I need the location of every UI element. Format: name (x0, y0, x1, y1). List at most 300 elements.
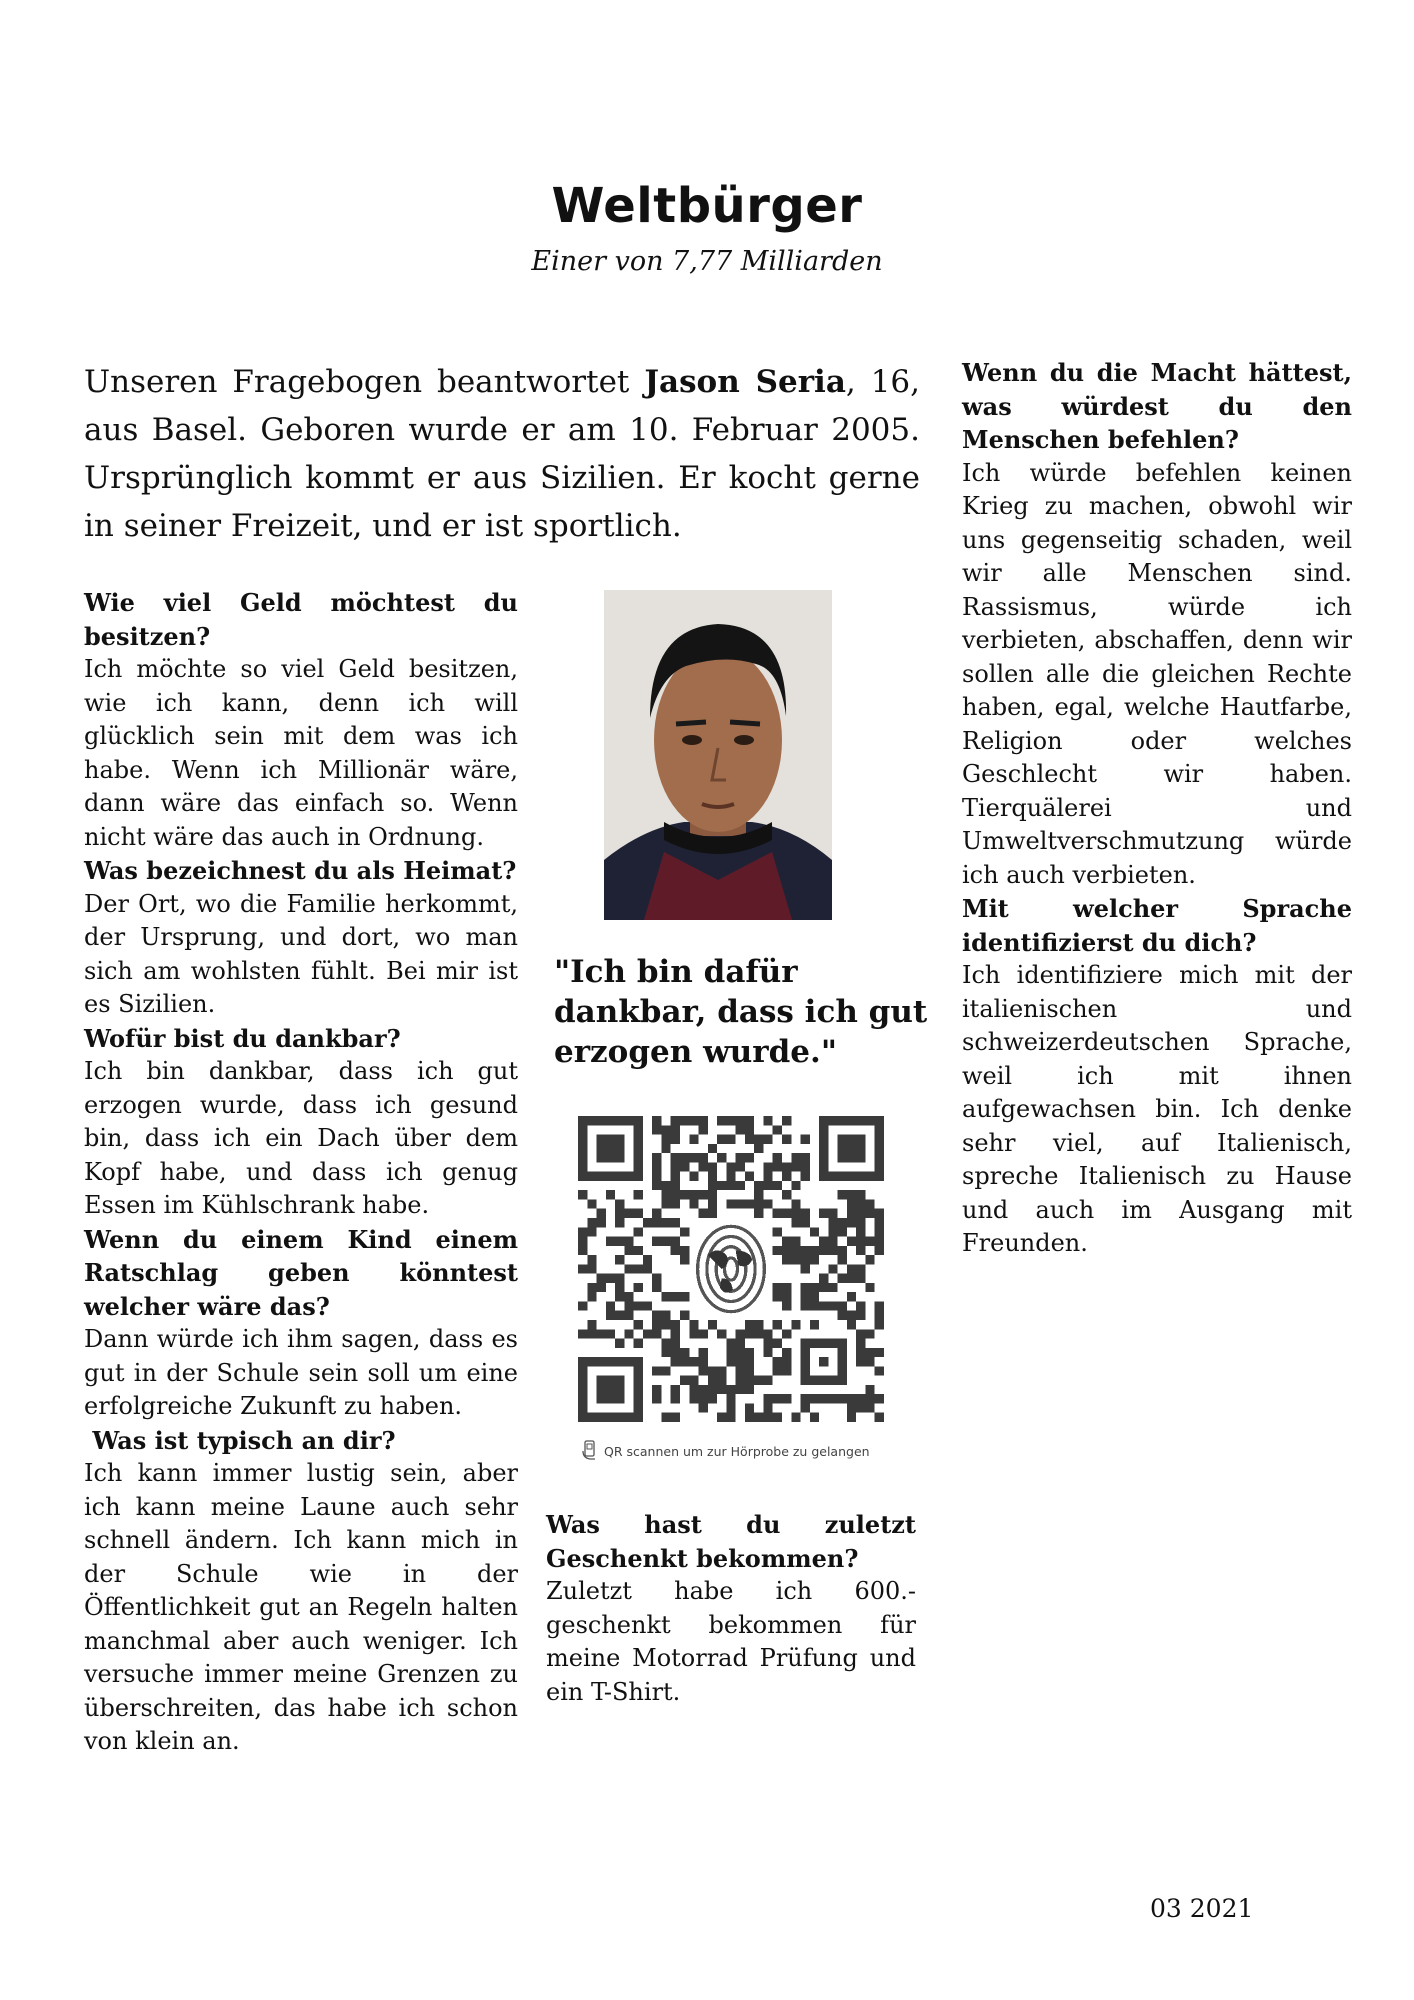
qr-module (689, 1376, 698, 1385)
qr-module (671, 1162, 680, 1171)
qr-module (726, 1162, 735, 1171)
qr-module (652, 1274, 661, 1283)
qr-module (689, 1135, 698, 1144)
qr-module (773, 1292, 782, 1301)
qr-module (615, 1274, 624, 1283)
qr-module (847, 1209, 856, 1218)
qr-module (754, 1320, 763, 1329)
question-language: Mit welcher Sprache identifizierst du dich? (962, 894, 1352, 957)
qr-module (652, 1237, 661, 1246)
qr-module (726, 1116, 735, 1125)
qr-module (615, 1209, 624, 1218)
qr-module (736, 1116, 745, 1125)
qr-module (597, 1218, 606, 1227)
qr-module (652, 1329, 661, 1338)
qr-module (736, 1357, 745, 1366)
qr-module (865, 1385, 874, 1394)
qr-module (671, 1218, 680, 1227)
qr-module (875, 1301, 884, 1310)
qr-module (671, 1153, 680, 1162)
qr-module (587, 1329, 596, 1338)
qr-module (615, 1283, 624, 1292)
qr-module (782, 1172, 791, 1181)
qr-module (689, 1357, 698, 1366)
answer-grateful: Ich bin dankbar, dass ich gut erzogen wurde, dass ich gesund bin, dass ich ein Dach über dem Kopf habe, und dass ich genug Essen im Kühlschrank habe. (84, 1057, 518, 1219)
qr-module (717, 1181, 726, 1190)
qr-module (587, 1320, 596, 1329)
qr-module (624, 1301, 633, 1310)
qr-module (615, 1218, 624, 1227)
qr-module (661, 1199, 670, 1208)
qr-module (745, 1153, 754, 1162)
qr-module (745, 1403, 754, 1412)
qr-module (736, 1199, 745, 1208)
qr-module (838, 1301, 847, 1310)
qr-module (856, 1209, 865, 1218)
qr-module (810, 1283, 819, 1292)
qr-module (773, 1413, 782, 1422)
qr-module (875, 1320, 884, 1329)
qr-module (810, 1413, 819, 1422)
qr-module (634, 1301, 643, 1310)
qr-module (726, 1339, 735, 1348)
qr-module (652, 1394, 661, 1403)
qr-module (847, 1413, 856, 1422)
intro-paragraph (84, 358, 920, 550)
qr-module (597, 1329, 606, 1338)
qr-module (726, 1135, 735, 1144)
qr-module (708, 1320, 717, 1329)
qr-module (865, 1403, 874, 1412)
qr-module (717, 1413, 726, 1422)
qr-module (838, 1394, 847, 1403)
qr-module (587, 1292, 596, 1301)
qr-module (875, 1227, 884, 1236)
qr-module (597, 1274, 606, 1283)
qr-module (624, 1311, 633, 1320)
qr-module (754, 1190, 763, 1199)
qr-module (875, 1394, 884, 1403)
answer-gift: Zuletzt habe ich 600.- geschenkt bekommen für meine Motorrad Prüfung und ein T-Shirt. (546, 1577, 916, 1706)
qr-module (699, 1348, 708, 1357)
qr-module (763, 1376, 772, 1385)
question-advice: Wenn du einem Kind einem Ratschlag geben könntest welcher wäre das? (84, 1224, 518, 1321)
qr-module (838, 1227, 847, 1236)
qr-module (875, 1209, 884, 1218)
intro-text-start: Unseren Fragebogen beantwortet (84, 364, 645, 400)
qr-module (736, 1348, 745, 1357)
qr-module (828, 1209, 837, 1218)
qr-module (763, 1413, 772, 1422)
answer-home: Der Ort, wo die Familie herkommt, der Ursprung, und dort, wo man sich am wohlsten fühlt. Bei mir ist es Sizilien. (84, 889, 518, 1018)
qr-module (661, 1125, 670, 1134)
qr-module (661, 1237, 670, 1246)
qr-module (597, 1283, 606, 1292)
qr-module (634, 1264, 643, 1273)
qr-module (856, 1339, 865, 1348)
qr-module (791, 1413, 800, 1422)
qr-module (661, 1311, 670, 1320)
qr-module (736, 1366, 745, 1375)
qr-module (801, 1162, 810, 1171)
qr-module (615, 1255, 624, 1264)
qr-module (708, 1144, 717, 1153)
qr-module (717, 1135, 726, 1144)
qr-module (624, 1329, 633, 1338)
qr-module (634, 1190, 643, 1199)
qr-module (671, 1135, 680, 1144)
qr-module (782, 1255, 791, 1264)
qr-module (634, 1320, 643, 1329)
qr-module (745, 1385, 754, 1394)
qr-module (754, 1209, 763, 1218)
qr-module (699, 1403, 708, 1412)
qr-module (856, 1199, 865, 1208)
qr-module (652, 1283, 661, 1292)
qr-module (615, 1199, 624, 1208)
qr-module (801, 1403, 810, 1412)
qr-caption (582, 1440, 912, 1463)
qr-module (689, 1394, 698, 1403)
qr-module (606, 1190, 615, 1199)
qr-module (754, 1181, 763, 1190)
qr-module (865, 1255, 874, 1264)
qr-module (680, 1311, 689, 1320)
qr-module (865, 1329, 874, 1338)
qr-module (838, 1218, 847, 1227)
question-home: Was bezeichnest du als Heimat? (84, 856, 517, 885)
qr-module (726, 1413, 735, 1422)
qr-module (763, 1403, 772, 1412)
qr-module (615, 1339, 624, 1348)
qr-module (745, 1348, 754, 1357)
qr-module (801, 1292, 810, 1301)
qr-module (578, 1237, 587, 1246)
qr-module (763, 1348, 772, 1357)
intro-text-end: , 16, aus Basel. Geboren wurde er am 10. Februar 2005. Ursprünglich kommt er aus Sizilien. Er kocht gerne in seiner Freizeit, und er ist sportlich. (84, 364, 921, 544)
answer-advice: Dann würde ich ihm sagen, dass es gut in der Schule sein soll um eine erfolgreiche Zukunft zu haben. (84, 1325, 518, 1420)
qr-module (699, 1394, 708, 1403)
qr-module (782, 1283, 791, 1292)
qr-module (606, 1274, 615, 1283)
qr-module (782, 1357, 791, 1366)
qr-module (689, 1385, 698, 1394)
qr-module (587, 1227, 596, 1236)
qr-module (652, 1162, 661, 1171)
qr-module (671, 1320, 680, 1329)
qr-module (828, 1218, 837, 1227)
qr-module (745, 1125, 754, 1134)
qr-module (587, 1264, 596, 1273)
qr-module (810, 1292, 819, 1301)
qr-module (782, 1237, 791, 1246)
qr-module (791, 1246, 800, 1255)
qr-module (773, 1181, 782, 1190)
qr-module (847, 1190, 856, 1199)
qr-module (856, 1403, 865, 1412)
qr-module (745, 1116, 754, 1125)
qr-module (699, 1190, 708, 1199)
qr-module (689, 1153, 698, 1162)
qr-module (717, 1329, 726, 1338)
qr-module (661, 1144, 670, 1153)
qr-module (671, 1329, 680, 1338)
qr-module (782, 1394, 791, 1403)
qr-module (689, 1320, 698, 1329)
qr-module (828, 1246, 837, 1255)
qr-module (717, 1153, 726, 1162)
qr-module (801, 1394, 810, 1403)
qr-module (634, 1283, 643, 1292)
qr-module (838, 1255, 847, 1264)
qr-module (661, 1413, 670, 1422)
qr-module (671, 1172, 680, 1181)
qr-module (736, 1153, 745, 1162)
qr-module (856, 1264, 865, 1273)
qr-module (773, 1125, 782, 1134)
qr-module (606, 1237, 615, 1246)
qr-module (671, 1385, 680, 1394)
qr-module (652, 1172, 661, 1181)
qr-module (578, 1329, 587, 1338)
qr-module (606, 1311, 615, 1320)
qr-module (856, 1394, 865, 1403)
qr-module (791, 1218, 800, 1227)
qr-module (791, 1162, 800, 1171)
qr-module (847, 1218, 856, 1227)
qr-module (838, 1274, 847, 1283)
qr-module (661, 1181, 670, 1190)
qr-module (782, 1246, 791, 1255)
qr-module (624, 1292, 633, 1301)
qr-module (819, 1209, 828, 1218)
qr-module (661, 1348, 670, 1357)
qr-module (782, 1348, 791, 1357)
qr-module (615, 1237, 624, 1246)
qr-module (810, 1255, 819, 1264)
qr-module (847, 1311, 856, 1320)
qr-module (810, 1320, 819, 1329)
qr-module (699, 1209, 708, 1218)
qr-module (819, 1246, 828, 1255)
qr-module (680, 1246, 689, 1255)
qr-module (856, 1311, 865, 1320)
qr-module (745, 1376, 754, 1385)
qr-module (708, 1199, 717, 1208)
qr-module (726, 1394, 735, 1403)
qr-module (773, 1339, 782, 1348)
qr-module (671, 1116, 680, 1125)
qr-module (699, 1116, 708, 1125)
qr-module (745, 1329, 754, 1338)
qr-module (875, 1348, 884, 1357)
qr-module (754, 1144, 763, 1153)
qr-module (847, 1394, 856, 1403)
qr-module (819, 1394, 828, 1403)
qr-module (838, 1311, 847, 1320)
qr-module (801, 1283, 810, 1292)
qr-module (708, 1162, 717, 1171)
qr-module (745, 1199, 754, 1208)
qr-module (736, 1162, 745, 1171)
qr-module (652, 1209, 661, 1218)
qr-module (856, 1329, 865, 1338)
qr-module (763, 1162, 772, 1171)
qr-module (856, 1301, 865, 1310)
qr-module (754, 1329, 763, 1338)
qr-module (652, 1153, 661, 1162)
qr-module (736, 1329, 745, 1338)
qr-module (652, 1311, 661, 1320)
qr-module (708, 1366, 717, 1375)
qr-module (763, 1135, 772, 1144)
qr-module (643, 1264, 652, 1273)
qr-module (782, 1301, 791, 1310)
qr-module (801, 1135, 810, 1144)
qr-module (699, 1366, 708, 1375)
qr-module (810, 1246, 819, 1255)
qr-module (661, 1339, 670, 1348)
qr-module (801, 1301, 810, 1310)
qr-module (736, 1125, 745, 1134)
qr-module (671, 1357, 680, 1366)
qr-module (782, 1135, 791, 1144)
qr-module (699, 1162, 708, 1171)
qr-module (773, 1394, 782, 1403)
qr-module (643, 1329, 652, 1338)
question-typical: Was ist typisch an dir? (84, 1425, 396, 1455)
qr-module (708, 1181, 717, 1190)
qr-module (736, 1339, 745, 1348)
qr-module (624, 1209, 633, 1218)
qr-module (828, 1301, 837, 1310)
qr-module (763, 1116, 772, 1125)
qr-module (856, 1246, 865, 1255)
qr-module (587, 1218, 596, 1227)
qr-module (754, 1199, 763, 1208)
qr-module (801, 1255, 810, 1264)
qr-module (782, 1190, 791, 1199)
qr-module (606, 1329, 615, 1338)
middle-column (546, 1508, 916, 1709)
qr-module (828, 1237, 837, 1246)
qr-module (634, 1339, 643, 1348)
qr-module (615, 1311, 624, 1320)
qr-module (726, 1181, 735, 1190)
qr-module (773, 1357, 782, 1366)
qr-module (875, 1311, 884, 1320)
qr-module (726, 1385, 735, 1394)
qr-module (828, 1264, 837, 1273)
qr-module (680, 1227, 689, 1236)
qr-module (782, 1292, 791, 1301)
qr-module (578, 1264, 587, 1273)
qr-module (736, 1385, 745, 1394)
qr-module (865, 1348, 874, 1357)
qr-module (782, 1162, 791, 1171)
qr-module (810, 1227, 819, 1236)
qr-module (810, 1301, 819, 1310)
qr-module (736, 1376, 745, 1385)
qr-code[interactable] (578, 1116, 884, 1422)
qr-module (652, 1366, 661, 1375)
qr-module (652, 1320, 661, 1329)
page-subtitle: Einer von 7,77 Milliarden (531, 246, 883, 277)
qr-module (671, 1246, 680, 1255)
qr-module (680, 1348, 689, 1357)
qr-module (652, 1218, 661, 1227)
qr-module (801, 1153, 810, 1162)
qr-module (671, 1125, 680, 1134)
qr-module (856, 1218, 865, 1227)
qr-module (791, 1209, 800, 1218)
qr-module (578, 1190, 587, 1199)
qr-module (726, 1403, 735, 1412)
pull-quote: "Ich bin dafür dankbar, dass ich gut erzogen wurde." (554, 954, 928, 1070)
qr-module (791, 1255, 800, 1264)
qr-module (736, 1181, 745, 1190)
qr-module (680, 1116, 689, 1125)
qr-module (578, 1227, 587, 1236)
qr-module (680, 1153, 689, 1162)
qr-module (754, 1376, 763, 1385)
qr-module (671, 1190, 680, 1199)
qr-module (661, 1366, 670, 1375)
qr-module (587, 1255, 596, 1264)
qr-module (661, 1292, 670, 1301)
qr-module (699, 1153, 708, 1162)
qr-module (763, 1199, 772, 1208)
qr-module (847, 1264, 856, 1273)
qr-module (828, 1283, 837, 1292)
qr-module (615, 1292, 624, 1301)
qr-module (819, 1274, 828, 1283)
qr-module (671, 1199, 680, 1208)
qr-module (643, 1255, 652, 1264)
answer-money: Ich möchte so viel Geld besitzen, wie ich kann, denn ich will glücklich sein mit dem was ich habe. Wenn ich Millionär wäre, dann wäre das einfach so. Wenn nicht wäre das auch in Ordnung. (84, 655, 518, 851)
qr-module (875, 1246, 884, 1255)
qr-module (689, 1116, 698, 1125)
qr-module (624, 1246, 633, 1255)
qr-module (671, 1339, 680, 1348)
qr-module (763, 1172, 772, 1181)
qr-module (801, 1209, 810, 1218)
phone-scan-icon (582, 1440, 598, 1463)
qr-module (875, 1237, 884, 1246)
qr-module (773, 1162, 782, 1171)
qr-module (717, 1385, 726, 1394)
qr-module (801, 1172, 810, 1181)
qr-module (773, 1246, 782, 1255)
qr-module (856, 1357, 865, 1366)
qr-module (689, 1190, 698, 1199)
qr-module (754, 1135, 763, 1144)
qr-module (680, 1376, 689, 1385)
qr-module (671, 1394, 680, 1403)
qr-module (875, 1366, 884, 1375)
qr-module (643, 1301, 652, 1310)
qr-module (708, 1394, 717, 1403)
left-column (84, 586, 518, 1759)
qr-module (652, 1181, 661, 1190)
qr-module (680, 1292, 689, 1301)
qr-module (847, 1199, 856, 1208)
qr-module (680, 1255, 689, 1264)
qr-module (661, 1190, 670, 1199)
qr-module (671, 1348, 680, 1357)
qr-module (838, 1190, 847, 1199)
qr-module (819, 1283, 828, 1292)
